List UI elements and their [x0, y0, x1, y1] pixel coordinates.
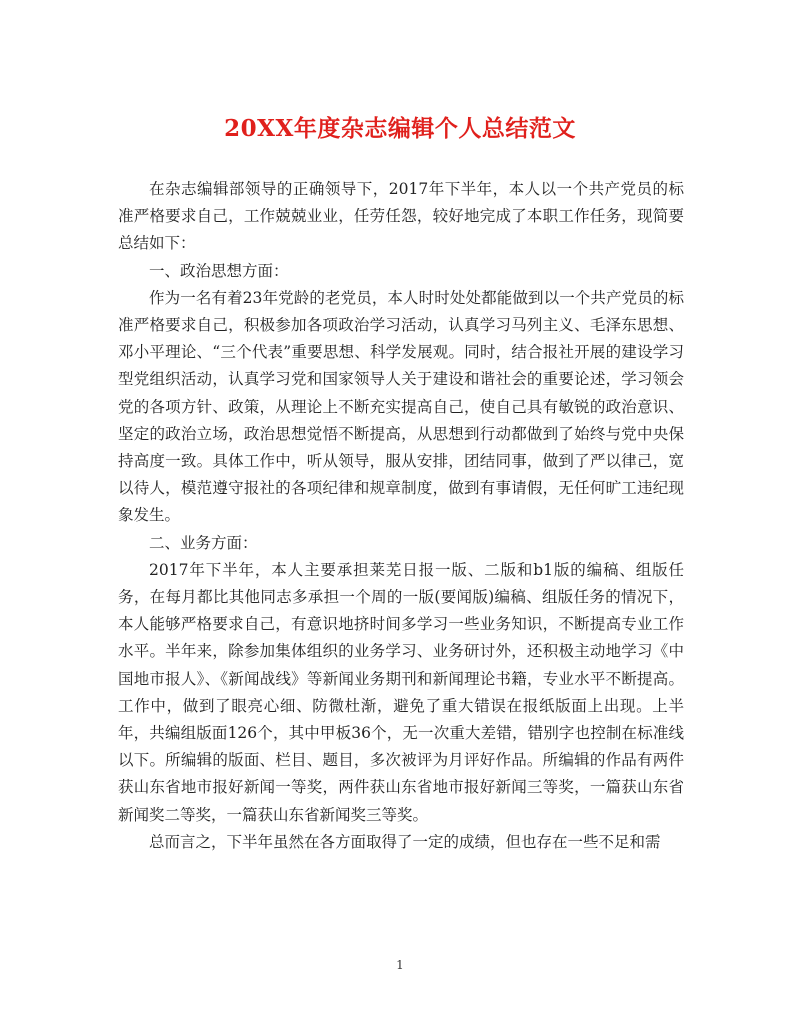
paragraph-political: 作为一名有着23年党龄的老党员，本人时时处处都能做到以一个共产党员的标准严格要求自己，积极参加各项政治学习活动，认真学习马列主义、毛泽东思想、邓小平理论、“三个代表”重要思想、科学发展观。同时，结合报社开展的建设学习型党组织活动，认真学习党和国家领导人关于建设和谐社会的重要论述，学习领会党的各项方针、政策，从理论上不断充实提高自己，使自己具有敏锐的政治意识、坚定的政治立场，政治思想觉悟不断提高，从思想到行动都做到了始终与党中央保持高度一致。具体工作中，听从领导，服从安排，团结同事，做到了严以律己，宽以待人，模范遵守报社的各项纪律和规章制度，做到有事请假，无任何旷工违纪现象发生。 — [118, 288, 684, 525]
paragraph-summary: 总而言之，下半年虽然在各方面取得了一定的成绩，但也存在一些不足和需 — [149, 832, 661, 851]
document-title: 20XX年度杂志编辑个人总结范文 — [224, 115, 576, 142]
page-number: 1 — [396, 958, 404, 972]
section-heading-business: 二、业务方面： — [149, 533, 258, 552]
paragraph-business: 2017年下半年，本人主要承担莱芜日报一版、二版和b1版的编稿、组版任务，在每月都比其他同志多承担一个周的一版(要闻版)编稿、组版任务的情况下，本人能够严格要求自己，有意识地挤时间多学习一些业务知识，不断提高专业工作水平。半年来，除参加集体组织的业务学习、业务研讨外，还积极主动地学习《中国地市报人》、《新闻战线》等新闻业务期刊和新闻理论书籍，专业水平不断提高。工作中，做到了眼亮心细、防微杜渐，避免了重大错误在报纸版面上出现。上半年，共编组版面126个，其中甲板36个，无一次重大差错，错别字也控制在标准线以下。所编辑的版面、栏目、题目，多次被评为月评好作品。所编辑的作品有两件获山东省地市报好新闻一等奖，两件获山东省地市报好新闻三等奖，一篇获山东省新闻奖二等奖，一篇获山东省新闻奖三等奖。 — [118, 560, 684, 824]
section-heading-political: 一、政治思想方面： — [149, 261, 289, 280]
paragraph-intro: 在杂志编辑部领导的正确领导下，2017年下半年，本人以一个共产党员的标准严格要求自己，工作兢兢业业，任劳任怨，较好地完成了本职工作任务，现简要总结如下： — [118, 180, 684, 253]
document-body — [118, 176, 684, 856]
